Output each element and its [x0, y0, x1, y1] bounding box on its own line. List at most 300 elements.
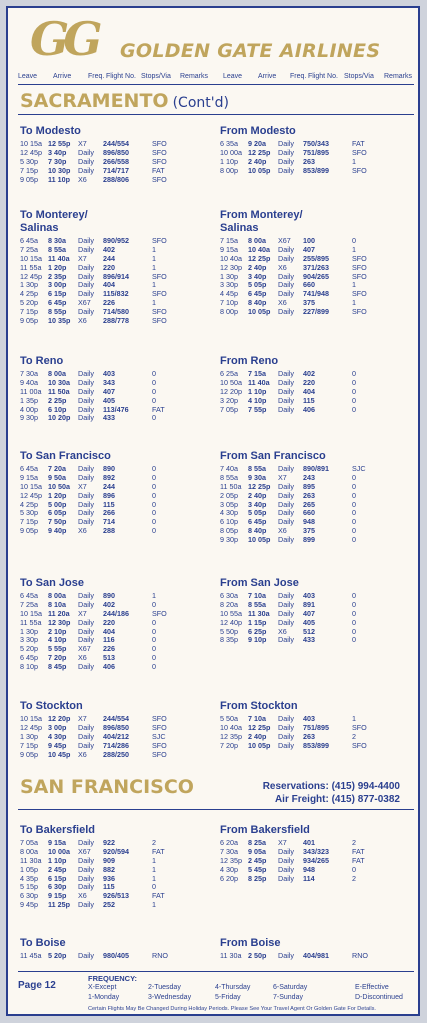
frequency: X6	[278, 262, 287, 272]
arrive-time: 9 30a	[248, 472, 266, 482]
arrive-time: 6 10p	[48, 404, 67, 414]
flight-row	[20, 749, 167, 760]
flight-number: 220	[303, 377, 315, 387]
arrive-time: 8 40p	[248, 298, 267, 308]
frequency: X6	[78, 749, 87, 759]
schedule-section	[20, 937, 168, 961]
leave-time: 11 45a	[20, 951, 42, 960]
leave-time: 11 50a	[220, 481, 242, 491]
leave-time: 6 25a	[220, 369, 238, 378]
leave-time: 10 15a	[20, 481, 42, 491]
frequency: Daily	[78, 838, 94, 847]
frequency: Daily	[278, 855, 294, 865]
frequency: Daily	[278, 599, 294, 609]
stops-via: SFO	[152, 722, 167, 732]
arrive-time: 1 20p	[48, 262, 67, 272]
leave-time: 6 45a	[20, 464, 38, 473]
stops-via: SFO	[152, 174, 167, 184]
stops-via: SJC	[352, 464, 366, 473]
flight-number: 890	[103, 591, 115, 600]
leave-time: 1 35p	[20, 395, 38, 405]
leave-time: 6 30a	[220, 591, 238, 600]
flight-row	[220, 165, 367, 176]
frequency: Daily	[78, 147, 94, 157]
flight-number: 406	[103, 662, 115, 672]
leave-time: 11 30a	[20, 855, 42, 865]
flight-number: 660	[303, 508, 315, 518]
frequency: Daily	[278, 508, 294, 518]
frequency: X7	[78, 139, 87, 148]
arrive-time: 8 25p	[248, 873, 267, 883]
stops-via: SFO	[352, 307, 367, 317]
arrive-time: 8 45p	[48, 662, 67, 672]
frequency: Daily	[78, 236, 94, 245]
arrive-time: 3 40p	[248, 271, 267, 281]
section-title: Salinas	[220, 222, 259, 234]
flight-number: 890/952	[103, 236, 129, 245]
arrive-time: 3 40p	[48, 147, 67, 157]
legend-item: X-Except	[88, 984, 117, 991]
leave-time: 8 00p	[220, 307, 238, 317]
flight-number: 404	[303, 386, 315, 396]
section-title: Salinas	[20, 222, 59, 234]
col-flight-no: Flight No.	[308, 73, 338, 80]
leave-time: 5 50p	[220, 626, 238, 636]
arrive-time: 2 40p	[248, 490, 267, 500]
stops-via: FAT	[152, 404, 165, 414]
frequency: X6	[278, 626, 287, 636]
frequency: Daily	[78, 271, 94, 281]
frequency: Daily	[78, 591, 94, 600]
section-title: To Reno	[20, 355, 64, 367]
flight-number: 513	[103, 653, 115, 663]
flight-number: 926/513	[103, 891, 129, 901]
flight-number: 402	[303, 369, 315, 378]
stops-via: SFO	[152, 316, 167, 326]
flight-number: 375	[303, 298, 315, 308]
leave-time: 4 35p	[20, 873, 38, 883]
flight-number: 714/286	[103, 740, 129, 750]
reservations-block	[263, 780, 400, 806]
leave-time: 8 10p	[20, 662, 38, 672]
frequency: X7	[78, 608, 87, 618]
section-title: From Stockton	[220, 700, 298, 712]
leave-time: 10 15a	[20, 608, 42, 618]
flight-number: 403	[303, 714, 315, 723]
flight-number: 896/850	[103, 147, 129, 157]
stops-via: 0	[152, 413, 156, 423]
frequency: X67	[278, 236, 291, 245]
flight-number: 891	[303, 599, 315, 609]
arrive-time: 11 40a	[248, 377, 270, 387]
frequency: Daily	[278, 591, 294, 600]
frequency: Daily	[278, 147, 294, 157]
arrive-time: 7 30p	[48, 156, 67, 166]
flight-number: 895	[303, 481, 315, 491]
arrive-time: 6 45p	[48, 298, 67, 308]
arrive-time: 3 40p	[248, 499, 267, 509]
frequency: Daily	[78, 307, 94, 317]
stops-via: 1	[152, 298, 156, 308]
frequency: X6	[78, 316, 87, 326]
arrive-time: 4 30p	[48, 731, 67, 741]
stops-via: 0	[152, 662, 156, 672]
flight-number: 114	[303, 873, 315, 883]
leave-time: 9 05p	[20, 174, 38, 184]
leave-time: 7 15p	[20, 517, 38, 527]
stops-via: 0	[352, 608, 356, 618]
section-title: From San Francisco	[220, 450, 326, 462]
frequency: Daily	[78, 517, 94, 527]
stops-via: FAT	[352, 139, 365, 148]
flight-number: 100	[303, 236, 315, 245]
flight-number: 343	[103, 377, 115, 387]
stops-via: 0	[352, 591, 356, 600]
flight-number: 404/212	[103, 731, 129, 741]
arrive-time: 9 15p	[48, 891, 67, 901]
arrive-time: 9 20a	[248, 139, 266, 148]
section-title: To Stockton	[20, 700, 83, 712]
frequency: X7	[78, 481, 87, 491]
arrive-time: 1 10p	[248, 386, 267, 396]
arrive-time: 6 30p	[48, 882, 67, 892]
flight-number: 266	[103, 508, 115, 518]
schedule-section	[20, 125, 167, 184]
stops-via: 0	[152, 369, 156, 378]
flight-number: 288	[103, 526, 115, 536]
frequency: Daily	[78, 289, 94, 299]
flight-number: 882	[103, 864, 115, 874]
flight-number: 741/948	[303, 289, 329, 299]
flight-number: 226	[103, 298, 115, 308]
leave-time: 8 05p	[220, 526, 238, 536]
legend-item: 5-Friday	[215, 994, 241, 1001]
stops-via: SFO	[352, 147, 367, 157]
arrive-time: 12 55p	[48, 139, 71, 148]
frequency: Daily	[78, 156, 94, 166]
stops-via: SFO	[152, 749, 167, 759]
frequency: Daily	[278, 377, 294, 387]
flight-row	[20, 900, 156, 910]
arrive-time: 10 50a	[48, 481, 70, 491]
arrive-time: 5 05p	[248, 508, 267, 518]
leave-time: 11 55a	[20, 262, 42, 272]
flight-number: 896/850	[103, 722, 129, 732]
flight-number: 244/554	[103, 139, 129, 148]
stops-via: 0	[352, 236, 356, 245]
flight-rows	[220, 838, 365, 883]
stops-via: 0	[152, 490, 156, 500]
stops-via: 0	[152, 517, 156, 527]
stops-via: 0	[152, 481, 156, 491]
flight-number: 904/265	[303, 271, 329, 281]
leave-time: 5 15p	[20, 882, 38, 892]
flight-number: 404/981	[303, 951, 329, 960]
leave-time: 6 45a	[20, 591, 38, 600]
footer	[18, 974, 416, 1014]
frequency: Daily	[78, 626, 94, 636]
flight-number: 226	[103, 644, 115, 654]
frequency: Daily	[78, 369, 94, 378]
arrive-time: 12 25p	[248, 253, 271, 263]
leave-time: 7 15p	[20, 740, 38, 750]
stops-via: SFO	[152, 307, 167, 317]
frequency: Daily	[278, 635, 294, 645]
stops-via: 0	[152, 499, 156, 509]
leave-time: 7 25a	[20, 244, 38, 254]
arrive-time: 10 05p	[248, 740, 271, 750]
stops-via: 0	[152, 635, 156, 645]
stops-via: SFO	[152, 740, 167, 750]
city-cont: (Cont'd)	[172, 95, 229, 111]
flight-row	[20, 316, 167, 326]
frequency: Daily	[78, 864, 94, 874]
flight-row	[220, 951, 368, 961]
stops-via: SFO	[152, 139, 167, 148]
schedule-section	[220, 937, 368, 961]
leave-time: 7 15a	[220, 236, 238, 245]
stops-via: 0	[152, 882, 156, 892]
flight-row	[220, 307, 367, 317]
city-heading-san-francisco	[20, 776, 194, 798]
leave-time: 12 30p	[220, 262, 242, 272]
leave-time: 7 10p	[220, 298, 238, 308]
stops-via: 0	[352, 635, 356, 645]
arrive-time: 6 25p	[248, 626, 267, 636]
divider	[18, 114, 414, 115]
frequency: Daily	[278, 535, 294, 545]
frequency: X6	[278, 526, 287, 536]
leave-time: 8 55a	[220, 472, 238, 482]
schedule-section	[220, 125, 367, 176]
leave-time: 6 45a	[20, 236, 38, 245]
leave-time: 5 30p	[20, 508, 38, 518]
flight-rows	[20, 236, 167, 326]
frequency: Daily	[278, 608, 294, 618]
arrive-time: 2 35p	[48, 271, 67, 281]
frequency: Daily	[278, 617, 294, 627]
stops-via: 0	[352, 499, 356, 509]
frequency: X7	[78, 714, 87, 723]
flight-number: 920/594	[103, 846, 129, 856]
frequency: Daily	[78, 377, 94, 387]
flight-number: 220	[103, 262, 115, 272]
flight-number: 407	[303, 608, 315, 618]
stops-via: 1	[152, 855, 156, 865]
arrive-time: 8 25a	[248, 838, 266, 847]
leave-time: 9 45p	[20, 900, 38, 910]
leave-time: 10 15a	[20, 253, 42, 263]
flight-row	[220, 535, 356, 545]
schedule-section	[220, 700, 367, 751]
stops-via: FAT	[152, 165, 165, 175]
divider	[18, 84, 414, 85]
leave-time: 9 15a	[220, 244, 238, 254]
leave-time: 10 40a	[220, 253, 242, 263]
leave-time: 1 30p	[20, 280, 38, 290]
frequency: Daily	[278, 864, 294, 874]
flight-number: 433	[303, 635, 315, 645]
arrive-time: 8 40p	[248, 526, 267, 536]
legend-item: 2-Tuesday	[148, 984, 181, 991]
arrive-time: 9 15a	[48, 838, 66, 847]
flight-number: 265	[303, 499, 315, 509]
stops-via: SFO	[152, 236, 167, 245]
schedule-section	[220, 824, 365, 883]
legend-item: E-Effective	[355, 984, 389, 991]
section-title: To Monterey/	[20, 209, 88, 221]
arrive-time: 9 45p	[48, 740, 67, 750]
stops-via: 0	[152, 599, 156, 609]
frequency: Daily	[78, 635, 94, 645]
leave-time: 11 00a	[20, 386, 42, 396]
flight-number: 714/717	[103, 165, 129, 175]
stops-via: 0	[352, 490, 356, 500]
frequency: Daily	[78, 464, 94, 473]
leave-time: 10 00a	[220, 147, 242, 157]
arrive-time: 10 05p	[248, 165, 271, 175]
leave-time: 7 20p	[220, 740, 238, 750]
frequency: Daily	[278, 951, 294, 960]
leave-time: 9 30p	[20, 413, 38, 423]
flight-rows	[220, 369, 356, 414]
flight-number: 407	[103, 386, 115, 396]
leave-time: 10 50a	[220, 377, 242, 387]
flight-number: 433	[103, 413, 115, 423]
flight-number: 406	[303, 404, 315, 414]
stops-via: 1	[152, 244, 156, 254]
frequency: Daily	[278, 289, 294, 299]
arrive-time: 9 10p	[248, 635, 267, 645]
arrive-time: 11 40a	[48, 253, 70, 263]
flight-rows	[220, 591, 356, 645]
arrive-time: 7 10a	[248, 714, 266, 723]
flight-row	[20, 526, 156, 536]
flight-number: 244	[103, 481, 115, 491]
frequency: Daily	[78, 599, 94, 609]
arrive-time: 8 00a	[48, 591, 66, 600]
stops-via: 1	[352, 156, 356, 166]
flight-number: 244/186	[103, 608, 129, 618]
city-name: SACRAMENTO	[20, 90, 169, 112]
stops-via: 1	[152, 591, 156, 600]
col-freq: Freq.	[88, 73, 105, 80]
frequency: Daily	[278, 722, 294, 732]
stops-via: 0	[152, 464, 156, 473]
flight-number: 405	[303, 617, 315, 627]
leave-time: 7 30a	[20, 369, 38, 378]
stops-via: 0	[152, 653, 156, 663]
frequency: Daily	[78, 490, 94, 500]
leave-time: 3 30p	[20, 635, 38, 645]
stops-via: SFO	[152, 156, 167, 166]
arrive-time: 12 25p	[248, 722, 271, 732]
leave-time: 3 30p	[220, 280, 238, 290]
flight-number: 243	[303, 472, 315, 482]
stops-via: 0	[152, 377, 156, 387]
stops-via: 0	[352, 626, 356, 636]
stops-via: 0	[152, 617, 156, 627]
stops-via: 2	[352, 731, 356, 741]
frequency: Daily	[278, 464, 294, 473]
flight-number: 263	[303, 731, 315, 741]
flight-row	[20, 662, 156, 672]
arrive-time: 5 20p	[48, 951, 67, 960]
stops-via: 0	[152, 526, 156, 536]
col-arrive: Arrive	[258, 73, 277, 80]
leave-time: 6 30p	[20, 891, 38, 901]
stops-via: 1	[152, 900, 156, 910]
timetable-page	[6, 6, 420, 1016]
schedule-section	[220, 577, 356, 645]
stops-via: 1	[352, 298, 356, 308]
arrive-time: 7 50p	[48, 517, 67, 527]
arrive-time: 2 10p	[48, 626, 67, 636]
leave-time: 8 20a	[220, 599, 238, 609]
frequency: Daily	[278, 395, 294, 405]
stops-via: SFO	[352, 271, 367, 281]
arrive-time: 7 20a	[48, 464, 66, 473]
flight-number: 403	[103, 369, 115, 378]
leave-time: 10 55a	[220, 608, 242, 618]
stops-via: FAT	[152, 891, 165, 901]
arrive-time: 10 05p	[248, 307, 271, 317]
leave-time: 10 15a	[20, 139, 42, 148]
frequency: Daily	[78, 280, 94, 290]
leave-time: 12 45p	[20, 147, 42, 157]
leave-time: 7 30a	[220, 846, 238, 856]
flight-number: 402	[103, 244, 115, 254]
arrive-time: 9 05a	[248, 846, 266, 856]
frequency: X6	[78, 526, 87, 536]
flight-number: 714/580	[103, 307, 129, 317]
flight-rows	[20, 139, 167, 184]
frequency: Daily	[78, 900, 94, 910]
leave-time: 1 10p	[220, 156, 238, 166]
flight-rows	[20, 591, 167, 672]
stops-via: SFO	[152, 271, 167, 281]
arrive-time: 7 15a	[248, 369, 266, 378]
flight-rows	[20, 464, 156, 536]
stops-via: 1	[152, 864, 156, 874]
arrive-time: 11 50a	[48, 386, 70, 396]
frequency: Daily	[78, 951, 94, 960]
flight-number: 255/895	[303, 253, 329, 263]
arrive-time: 10 30p	[48, 165, 71, 175]
frequency: X6	[278, 298, 287, 308]
airline-name: GOLDEN GATE AIRLINES	[120, 40, 381, 62]
frequency: Daily	[78, 472, 94, 482]
legend-item: 1-Monday	[88, 994, 120, 1001]
flight-number: 922	[103, 838, 115, 847]
stops-via: SFO	[152, 147, 167, 157]
arrive-time: 5 05p	[248, 280, 267, 290]
legend-item: 7-Sunday	[273, 994, 303, 1001]
stops-via: 0	[352, 526, 356, 536]
stops-via: 0	[352, 617, 356, 627]
section-title: To Boise	[20, 937, 66, 949]
arrive-time: 2 45p	[48, 864, 67, 874]
frequency: X6	[78, 174, 87, 184]
arrive-time: 3 00p	[48, 722, 67, 732]
airline-logo: GG	[30, 12, 97, 66]
frequency: Daily	[278, 271, 294, 281]
frequency: Daily	[78, 617, 94, 627]
frequency: Daily	[278, 404, 294, 414]
arrive-time: 1 10p	[48, 855, 67, 865]
leave-time: 12 45p	[20, 722, 42, 732]
section-title: To Modesto	[20, 125, 81, 137]
